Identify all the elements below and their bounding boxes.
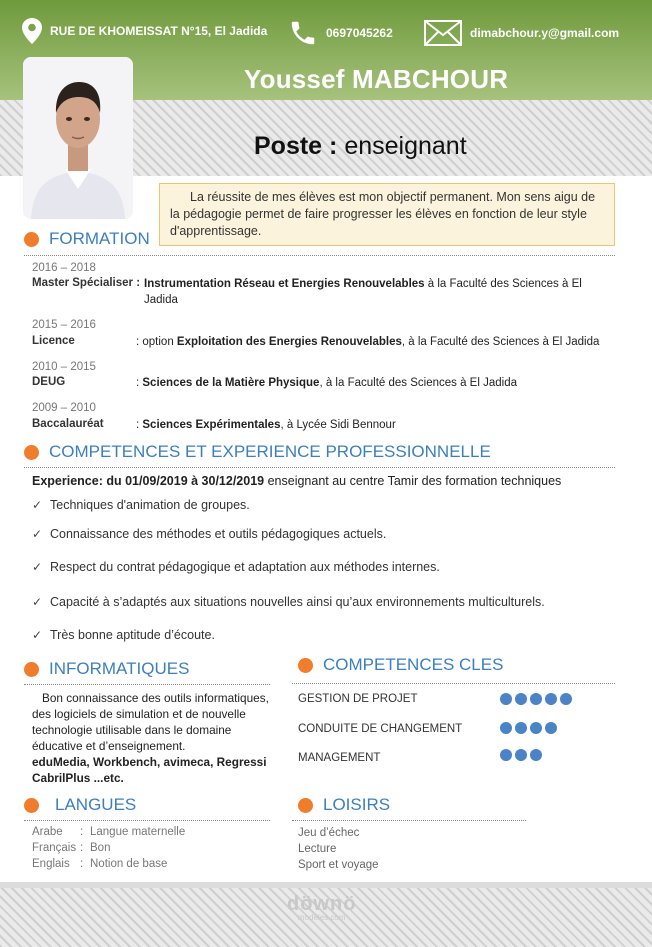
- list-item: ✓ Très bonne aptitude d’écoute.: [32, 628, 215, 642]
- section-divider: [24, 820, 270, 821]
- edu-description: : option Exploitation des Energies Renouvelables, à la Faculté des Sciences à El Jadida: [136, 336, 600, 348]
- section-competences-cles: COMPETENCES CLES: [298, 655, 503, 675]
- bullet-dot-icon: [24, 445, 39, 460]
- hobby-item: Jeu d’échec: [298, 827, 360, 839]
- edu-description: : Sciences Expérimentales, à Lycée Sidi Bennour: [136, 419, 396, 431]
- checkmark-icon: ✓: [32, 595, 43, 609]
- rating-dot-icon: [545, 693, 557, 705]
- list-item: ✓ Capacité à s’adaptés aux situations nouvelles ainsi qu’aux environnements multiculturels.: [32, 595, 545, 609]
- bullet-dot-icon: [24, 798, 39, 813]
- checkmark-icon: ✓: [32, 628, 43, 642]
- section-langues: LANGUES: [24, 795, 136, 815]
- rating-dot-icon: [515, 722, 527, 734]
- section-formation: FORMATION: [24, 229, 150, 249]
- section-divider: [24, 684, 270, 685]
- envelope-icon: [424, 20, 462, 46]
- checkmark-icon: ✓: [32, 560, 43, 574]
- section-loisirs: LOISIRS: [298, 795, 390, 815]
- skill-rating: [500, 693, 575, 705]
- rating-dot-icon: [515, 693, 527, 705]
- job-title: Poste : enseignant: [254, 132, 467, 160]
- section-divider: [292, 820, 526, 821]
- edu-degree: Licence: [32, 335, 75, 347]
- bullet-dot-icon: [298, 798, 313, 813]
- address-text: RUE DE KHOMEISSAT N°15, El Jadida: [50, 24, 268, 38]
- language-row: Français : Bon: [32, 842, 111, 854]
- hobby-item: Sport et voyage: [298, 859, 379, 871]
- bullet-dot-icon: [298, 658, 313, 673]
- skill-label: CONDUITE DE CHANGEMENT: [298, 723, 463, 735]
- contact-address: [22, 18, 267, 44]
- edu-description: : Sciences de la Matière Physique, à la Faculté des Sciences à El Jadida: [136, 377, 517, 389]
- objective-text: La réussite de mes élèves est mon objectif permanent. Mon sens aigu de la pédagogie permet de faire progresser les élèves en fonction de leur style d'apprentissage.: [170, 190, 596, 238]
- location-pin-icon: [22, 18, 42, 44]
- section-divider: [292, 683, 615, 684]
- phone-text[interactable]: 0697045262: [326, 26, 393, 40]
- language-row: Englais : Notion de base: [32, 858, 168, 870]
- hobby-item: Lecture: [298, 843, 337, 855]
- email-text[interactable]: dimabchour.y@gmail.com: [470, 26, 620, 40]
- objective-box: [159, 183, 615, 246]
- edu-degree: Baccalauréat: [32, 418, 104, 430]
- skill-label: MANAGEMENT: [298, 752, 381, 764]
- contact-phone: [288, 18, 393, 48]
- edu-years: 2015 – 2016: [32, 319, 96, 331]
- edu-degree: Master Spécialiser :: [32, 277, 141, 289]
- edu-years: 2016 – 2018: [32, 262, 96, 274]
- checkmark-icon: ✓: [32, 498, 43, 512]
- watermark-logo: döwnö modèles.com: [287, 893, 357, 922]
- section-informatiques: INFORMATIQUES: [24, 659, 189, 679]
- rating-dot-icon: [560, 693, 572, 705]
- profile-photo: [23, 57, 133, 219]
- skill-rating: [500, 722, 560, 734]
- bullet-dot-icon: [24, 232, 39, 247]
- section-divider: [24, 467, 615, 468]
- edu-degree: DEUG: [32, 376, 66, 388]
- rating-dot-icon: [500, 693, 512, 705]
- rating-dot-icon: [500, 722, 512, 734]
- rating-dot-icon: [530, 722, 542, 734]
- section-competences-experience: COMPETENCES ET EXPERIENCE PROFESSIONNELLE: [24, 442, 491, 462]
- candidate-name: Youssef MABCHOUR: [244, 64, 509, 94]
- edu-years: 2009 – 2010: [32, 402, 96, 414]
- bullet-dot-icon: [24, 662, 39, 677]
- experience-line: Experience: du 01/09/2019 à 30/12/2019 enseignant au centre Tamir des formation techniques: [32, 474, 562, 488]
- phone-icon: [288, 18, 318, 48]
- rating-dot-icon: [515, 749, 527, 761]
- section-divider: [24, 255, 615, 256]
- contact-email: [424, 20, 619, 46]
- rating-dot-icon: [530, 693, 542, 705]
- list-item: ✓ Techniques d'animation de groupes.: [32, 498, 250, 512]
- rating-dot-icon: [500, 749, 512, 761]
- checkmark-icon: ✓: [32, 527, 43, 541]
- edu-years: 2010 – 2015: [32, 361, 96, 373]
- informatiques-text: Bon connaissance des outils informatiques, des logiciels de simulation et de nouvelle technologie utilisable dans le domaine éducative et d’enseignement. eduMedia, Workbench, avimeca, Regressi CabrilPlus ...etc.: [32, 691, 269, 785]
- list-item: ✓ Respect du contrat pédagogique et adaptation aux méthodes internes.: [32, 560, 440, 574]
- language-row: Arabe : Langue maternelle: [32, 826, 186, 838]
- skill-rating: [500, 749, 545, 761]
- list-item: ✓ Connaissance des méthodes et outils pédagogiques actuels.: [32, 527, 387, 541]
- skill-label: GESTION DE PROJET: [298, 693, 418, 705]
- rating-dot-icon: [530, 749, 542, 761]
- rating-dot-icon: [545, 722, 557, 734]
- edu-description: Instrumentation Réseau et Energies Renouvelables à la Faculté des Sciences à El Jadida: [144, 278, 582, 306]
